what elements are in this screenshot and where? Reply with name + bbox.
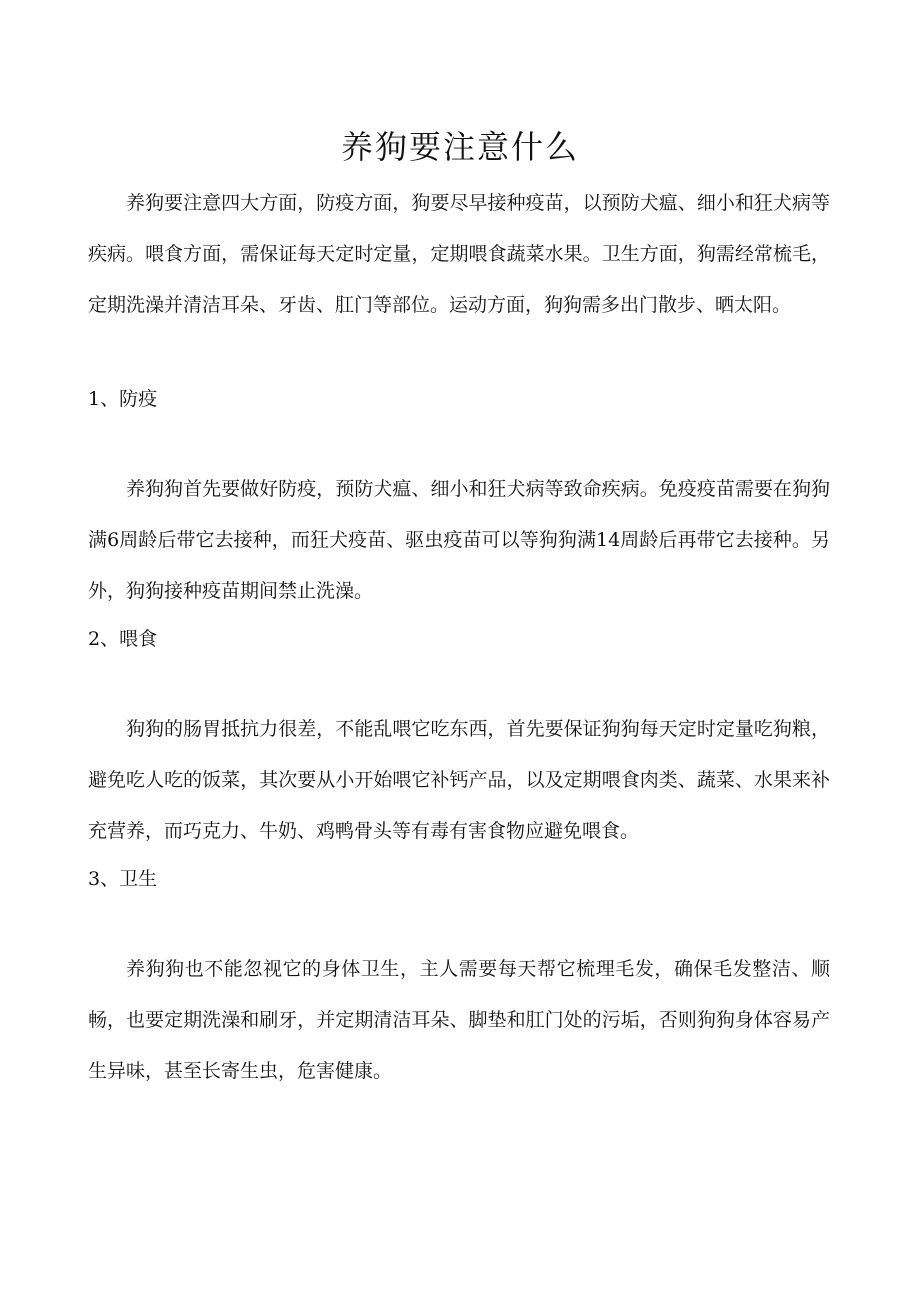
section-body-vaccination: 养狗狗首先要做好防疫，预防犬瘟、细小和狂犬病等致命疾病。免疫疫苗需要在狗狗满6周龄后带它去接种，而狂犬疫苗、驱虫疫苗可以等狗狗满14周龄后再带它去接种。另外，狗狗接种疫苗期间禁止洗澡。 bbox=[88, 478, 830, 602]
page-title: 养狗要注意什么 bbox=[340, 128, 579, 166]
section-body-hygiene: 养狗狗也不能忽视它的身体卫生，主人需要每天帮它梳理毛发，确保毛发整洁、顺畅，也要定期洗澡和刷牙，并定期清洁耳朵、脚垫和肛门处的污垢，否则狗狗身体容易产生异味，甚至长寄生虫，危害健康。 bbox=[88, 958, 830, 1082]
section-heading-hygiene: 3、卫生 bbox=[88, 868, 158, 890]
section-heading-vaccination: 1、防疫 bbox=[88, 388, 158, 410]
intro-paragraph: 养狗要注意四大方面，防疫方面，狗要尽早接种疫苗，以预防犬瘟、细小和狂犬病等疾病。喂食方面，需保证每天定时定量，定期喂食蔬菜水果。卫生方面，狗需经常梳毛，定期洗澡并清洁耳朵、牙齿、肛门等部位。运动方面，狗狗需多出门散步、晒太阳。 bbox=[88, 192, 830, 316]
section-body-feeding: 狗狗的肠胃抵抗力很差，不能乱喂它吃东西，首先要保证狗狗每天定时定量吃狗粮，避免吃人吃的饭菜，其次要从小开始喂它补钙产品，以及定期喂食肉类、蔬菜、水果来补充营养，而巧克力、牛奶、鸡鸭骨头等有毒有害食物应避免喂食。 bbox=[88, 718, 830, 842]
section-heading-feeding: 2、喂食 bbox=[88, 628, 158, 650]
